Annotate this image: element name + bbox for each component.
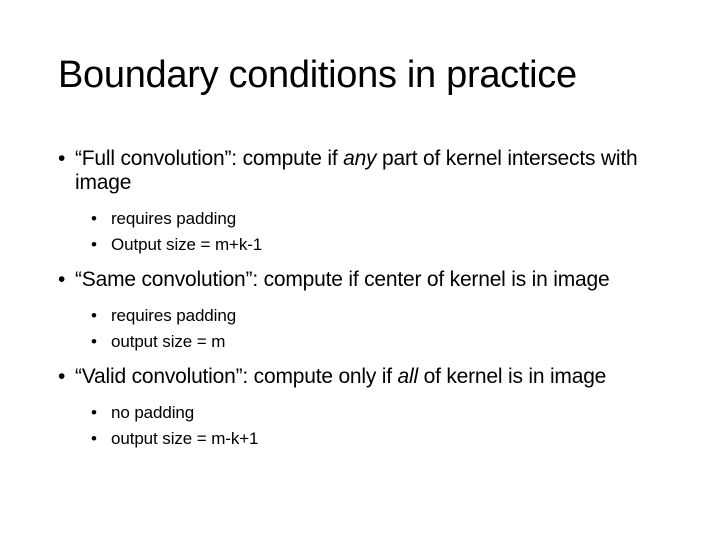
bullet-dot: • [91,235,97,254]
bullet-dot: • [91,332,97,351]
sub-bullet: • Output size = m+k-1 [91,232,688,258]
sub-bullet-list [91,303,688,355]
bullet-dot: • [91,209,97,228]
bullet-dot: • [58,268,66,291]
bullet-dot: • [58,147,66,170]
bullet-dot: • [91,306,97,325]
bullet-list [58,147,688,462]
bullet-dot: • [91,429,97,448]
bullet-group-full [58,147,688,258]
bullet-group-valid [58,365,688,452]
sub-bullet: • no padding [91,400,688,426]
bullet-same-convolution: • “Same convolution”: compute if center of kernel is in image [58,268,610,291]
bullet-full-convolution: • “Full convolution”: compute if any part of kernel intersects with image [58,147,638,194]
slide-title: Boundary conditions in practice [58,54,577,96]
bullet-valid-convolution: • “Valid convolution”: compute only if all of kernel is in image [58,365,607,388]
sub-bullet-list [91,206,688,258]
sub-bullet: • output size = m-k+1 [91,426,688,452]
sub-bullet: • requires padding [91,303,688,329]
sub-bullet: • requires padding [91,206,688,232]
sub-bullet-list [91,400,688,452]
bullet-dot: • [91,403,97,422]
bullet-group-same [58,268,688,355]
bullet-dot: • [58,365,66,388]
sub-bullet: • output size = m [91,329,688,355]
